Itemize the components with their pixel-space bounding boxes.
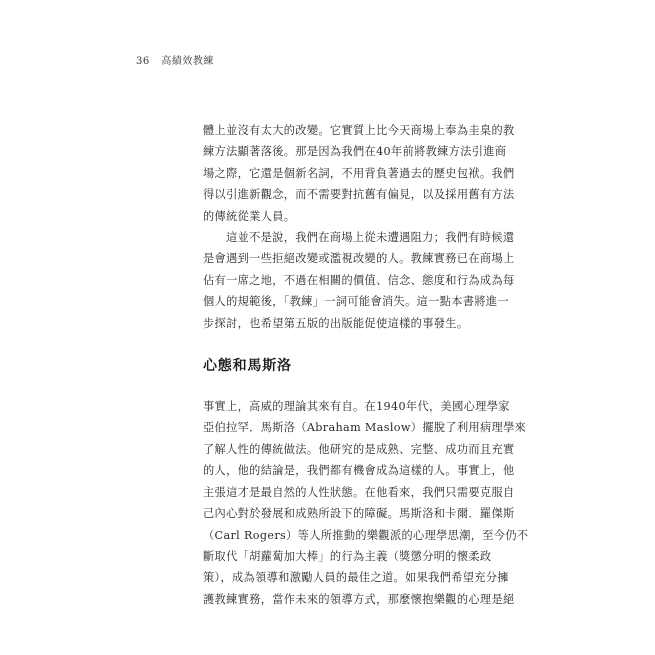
paragraph xyxy=(203,227,515,334)
text-line: （Carl Rogers）等人所推動的樂觀派的心理學思潮，至今仍不 xyxy=(203,528,529,542)
text-line: 護教練實務，當作未來的領導方式，那麼懷抱樂觀的心理是絕 xyxy=(203,592,515,606)
text-line: 策），成為領導和激勵人員的最佳之道。如果我們希望充分擁 xyxy=(203,571,509,585)
text-line: 了解人性的傳統做法。他研究的是成熟、完整、成功而且充實 xyxy=(203,442,515,456)
text-line: 的傳統從業人員。 xyxy=(203,209,296,223)
text-line: 是會遇到一些拒絕改變或濫視改變的人。教練實務已在商場上 xyxy=(203,252,515,266)
paragraph-continued xyxy=(203,120,515,227)
text-line: 步探討，也希望第五版的出版能促使這樣的事發生。 xyxy=(203,316,469,330)
page-body xyxy=(203,120,529,610)
text-line: 練方法顯著落後。那是因為我們在40年前將教練方法引進商 xyxy=(203,145,507,159)
text-line: 的人，他的結論是，我們都有機會成為這樣的人。事實上，他 xyxy=(203,464,515,478)
text-line: 得以引進新觀念，而不需要對抗舊有偏見，以及採用舊有方法 xyxy=(203,188,515,202)
text-line: 這並不是說，我們在商場上從未遭遇阻力；我們有時候還 xyxy=(226,231,515,245)
section-heading: 心態和馬斯洛 xyxy=(203,358,292,375)
text-line: 斷取代「胡蘿蔔加大棒」的行為主義（獎懲分明的懷柔政 xyxy=(203,549,492,563)
book-title: 高績效教練 xyxy=(161,56,214,67)
text-line: 體上並沒有太大的改變。它實質上比今天商場上奉為圭臬的教 xyxy=(203,124,515,137)
text-line: 佔有一席之地，不過在相關的價值、信念、態度和行為成為每 xyxy=(203,273,515,287)
text-line: 個人的規範後，「教練」一詞可能會消失。這一點本書將進一 xyxy=(203,295,509,309)
text-line: 事實上，高威的理論其來有自。在1940年代，美國心理學家 xyxy=(203,400,510,414)
text-line: 主張這才是最自然的人性狀態。在他看來，我們只需要克服自 xyxy=(203,485,515,499)
text-line: 場之際，它還是個新名詞，不用背負著過去的歷史包袱。我們 xyxy=(203,166,515,180)
page-number: 36 xyxy=(136,56,150,67)
running-header xyxy=(136,52,214,67)
paragraph xyxy=(203,396,529,610)
text-line: 亞伯拉罕．馬斯洛（Abraham Maslow）擺脫了利用病理學來 xyxy=(203,421,527,435)
text-line: 己內心對於發展和成熟所設下的障礙。馬斯洛和卡爾．羅傑斯 xyxy=(203,507,515,521)
